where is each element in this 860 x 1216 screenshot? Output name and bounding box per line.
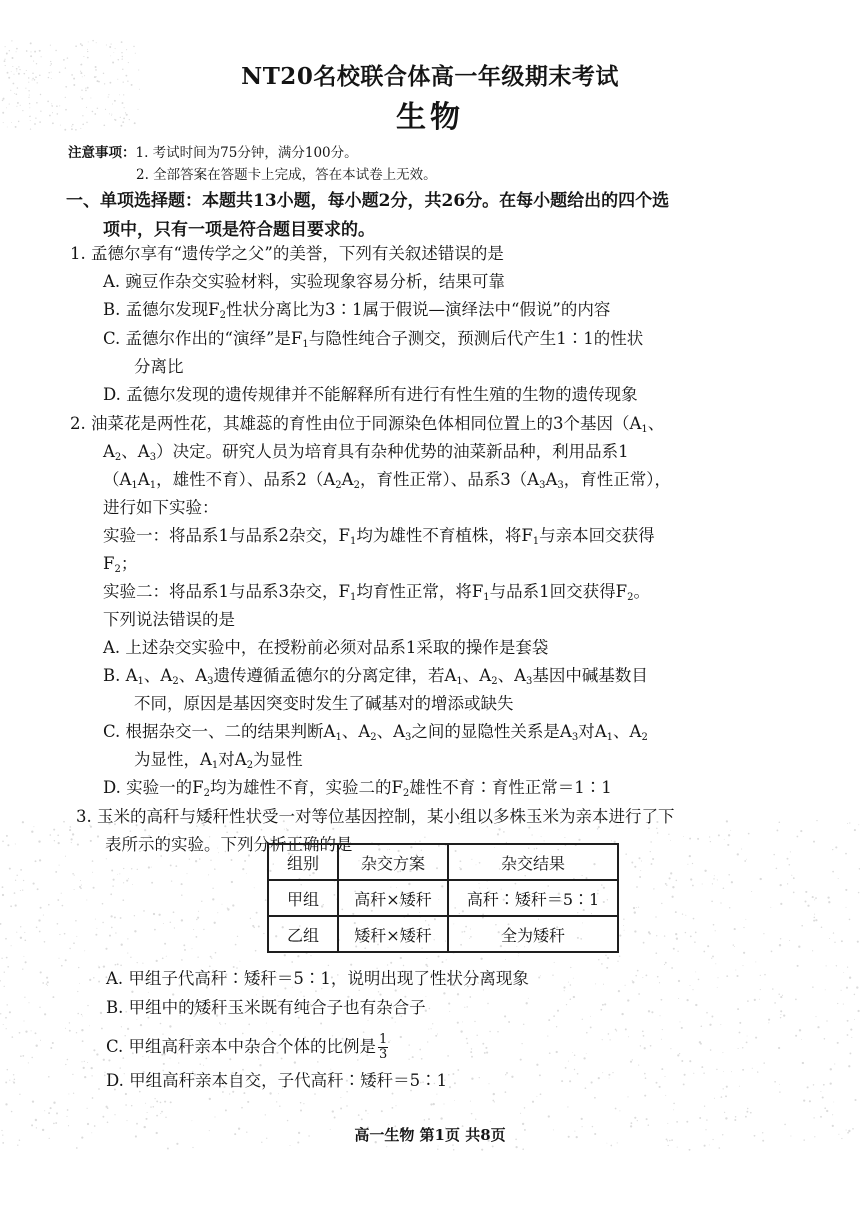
table-header-row [268, 844, 618, 880]
q2-option-d: D. 实验一的$F_2$均为雄性不育，实验二的$F_2$雄性不育∶育性正常＝1∶1 [103, 778, 612, 799]
q1-option-c-cont: 分离比 [134, 357, 184, 376]
table-row [268, 916, 618, 952]
notice-line-1 [68, 141, 358, 161]
q2-experiment-1: 实验一：将品系1与品系2杂交，$F_1$均为雄性不育植株，将$F_1$与亲本回交获得 [103, 526, 655, 547]
q2-option-c-cont: 为显性，$A_1$对$A_2$为显性 [134, 750, 303, 771]
table-cell: 高秆∶矮秆＝5∶1 [448, 880, 618, 916]
notice-item-2: 2. 全部答案在答题卡上完成，答在本试卷上无效。 [136, 167, 437, 183]
q2-question-prompt: 下列说法错误的是 [103, 610, 235, 629]
q1-option-c: C. 孟德尔作出的“演绎”是$F_1$与隐性纯合子测交，预测后代产生1∶1的性状 [103, 329, 644, 350]
q2-option-a: A. 上述杂交实验中，在授粉前必须对品系1采取的操作是套袋 [103, 638, 549, 657]
q3-option-c: C. 甲组高秆亲本中杂合个体的比例是 $\frac{1}{3}$ [106, 1032, 388, 1062]
q2-option-b: B. $A_1$、$A_2$、$A_3$遗传遵循孟德尔的分离定律，若$A_1$、$A_2$、$A_3$基因中碱基数目 [103, 666, 648, 687]
q2-option-b-cont: 不同，原因是基因突变时发生了碱基对的增添或缺失 [134, 694, 514, 713]
table-cell: 全为矮秆 [448, 916, 618, 952]
q3-option-a: A. 甲组子代高秆∶矮秆＝5∶1，说明出现了性状分离现象 [106, 969, 529, 988]
table-header-cell: 杂交结果 [448, 844, 618, 880]
table-row [268, 880, 618, 916]
q2-stem-line-4: 进行如下实验： [103, 498, 219, 517]
q3-option-b: B. 甲组中的矮秆玉米既有纯合子也有杂合子 [106, 998, 426, 1017]
table-cell: 乙组 [268, 916, 338, 952]
q2-option-c: C. 根据杂交一、二的结果判断$A_1$、$A_2$、$A_3$之间的显隐性关系是$A_3$对$A_1$、$A_2$ [103, 722, 648, 743]
q2-experiment-2: 实验二：将品系1与品系3杂交，$F_1$均育性正常，将$F_1$与品系1回交获得$F_2$。 [103, 582, 650, 603]
notice-label: 注意事项： [68, 145, 136, 161]
q1-option-d: D. 孟德尔发现的遗传规律并不能解释所有进行有性生殖的生物的遗传现象 [103, 385, 638, 404]
experiment-table [267, 843, 619, 953]
table-cell: 甲组 [268, 880, 338, 916]
q3-stem-line-1: 3. 玉米的高秆与矮秆性状受一对等位基因控制，某小组以多株玉米为亲本进行了下 [76, 807, 675, 826]
section-heading-line-1: 一、单项选择题：本题共13小题，每小题2分，共26分。在每小题给出的四个选 [66, 191, 670, 211]
table-cell: 高秆×矮秆 [338, 880, 448, 916]
q1-stem: 1. 孟德尔享有“遗传学之父”的美誉，下列有关叙述错误的是 [70, 244, 504, 263]
q3-stem-line-2: 表所示的实验。下列分析正确的是 [105, 835, 353, 854]
q1-option-b: B. 孟德尔发现$F_2$性状分离比为3∶1属于假说—演绎法中“假说”的内容 [103, 300, 611, 321]
q1-option-a: A. 豌豆作杂交实验材料，实验现象容易分析，结果可靠 [103, 272, 505, 291]
table-cell: 矮秆×矮秆 [338, 916, 448, 952]
subject-title: 生物 [396, 100, 464, 135]
q2-stem-line-1: 2. 油菜花是两性花，其雄蕊的育性由位于同源染色体相同位置上的3个基因（$A_1$、 [70, 414, 665, 435]
q2-stem-line-2: $A_2$、$A_3$）决定。研究人员为培育具有杂种优势的油菜新品种，利用品系1 [103, 442, 629, 463]
page-footer: 高一生物 第1页 共8页 [354, 1126, 506, 1144]
notice-item-1: 1. 考试时间为75分钟，满分100分。 [135, 145, 358, 161]
q3-option-d: D. 甲组高秆亲本自交，子代高秆∶矮秆＝5∶1 [106, 1071, 448, 1090]
table-header-cell: 杂交方案 [338, 844, 448, 880]
fraction-one-third: $\frac{1}{3}$ [379, 1032, 388, 1062]
table-header-cell: 组别 [268, 844, 338, 880]
section-heading-line-2: 项中，只有一项是符合题目要求的。 [103, 220, 375, 240]
exam-title: NT20名校联合体高一年级期末考试 [241, 63, 619, 90]
q2-experiment-1-cont: $F_2$； [103, 554, 138, 575]
q2-stem-line-3: （$A_1A_1$，雄性不育）、品系$2(A_2A_2$，育性正常）、品系$3(A_3A_3$，育性正常）， [103, 470, 672, 491]
